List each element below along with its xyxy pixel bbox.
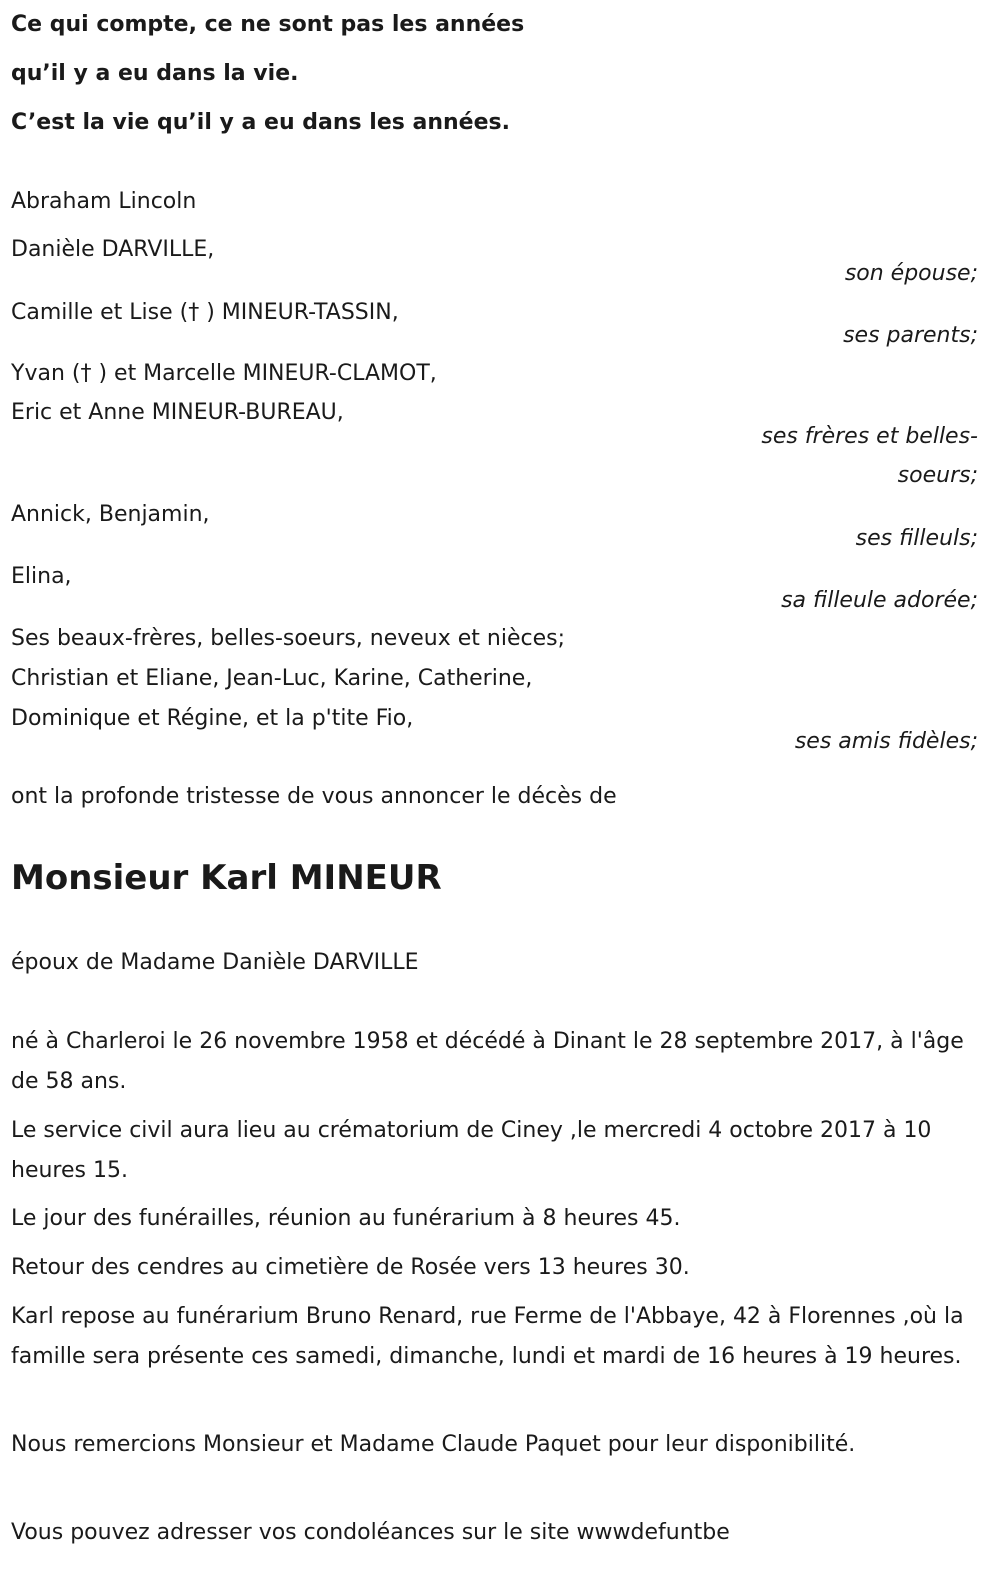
paragraph-thanks: Nous remercions Monsieur et Madame Claude Paquet pour leur disponibilité.	[11, 1432, 856, 1457]
family-relation: ses amis fidèles;	[794, 729, 978, 754]
paragraph-visitation: Karl repose au funérarium Bruno Renard, rue Ferme de l'Abbaye, 42 à Florennes ,où la famille sera présente ces samedi, dimanche, lundi et mardi de 16 heures à 19 heures.	[11, 1304, 964, 1369]
family-name: Danièle DARVILLE,	[11, 237, 215, 262]
family-name: Christian et Eliane, Jean-Luc, Karine, Catherine,	[11, 666, 533, 691]
quote-line: qu’il y a eu dans la vie.	[11, 61, 299, 86]
family-relation: soeurs;	[897, 463, 978, 488]
paragraph-birth-death: né à Charleroi le 26 novembre 1958 et décédé à Dinant le 28 septembre 2017, à l'âge de 58 ans.	[11, 1029, 964, 1094]
family-relation: ses parents;	[843, 323, 978, 348]
paragraph-ashes: Retour des cendres au cimetière de Rosée vers 13 heures 30.	[11, 1255, 690, 1280]
paragraph-service: Le service civil aura lieu au crématorium de Ciney ,le mercredi 4 octobre 2017 à 10 heures 15.	[11, 1118, 932, 1183]
family-name: Dominique et Régine, et la p'tite Fio,	[11, 706, 414, 731]
paragraph-condolences: Vous pouvez adresser vos condoléances sur le site wwwdefuntbe	[11, 1520, 730, 1545]
deceased-name: Monsieur Karl MINEUR	[11, 858, 442, 898]
family-name: Annick, Benjamin,	[11, 502, 210, 527]
family-name: Camille et Lise († ) MINEUR-TASSIN,	[11, 300, 399, 325]
spouse-line: époux de Madame Danièle DARVILLE	[11, 950, 419, 975]
quote-line: Ce qui compte, ce ne sont pas les années	[11, 12, 525, 37]
family-relation: ses filleuls;	[855, 526, 978, 551]
paragraph-meeting: Le jour des funérailles, réunion au funérarium à 8 heures 45.	[11, 1206, 681, 1231]
family-relation: son épouse;	[844, 261, 978, 286]
family-name: Yvan († ) et Marcelle MINEUR-CLAMOT,	[11, 361, 437, 386]
quote-author: Abraham Lincoln	[11, 189, 197, 214]
quote-line: C’est la vie qu’il y a eu dans les années.	[11, 110, 510, 135]
announcement: ont la profonde tristesse de vous annoncer le décès de	[11, 784, 617, 809]
family-relation: sa filleule adorée;	[781, 588, 978, 613]
family-name: Elina,	[11, 564, 72, 589]
family-name: Ses beaux-frères, belles-soeurs, neveux et nièces;	[11, 626, 566, 651]
family-name: Eric et Anne MINEUR-BUREAU,	[11, 400, 344, 425]
family-relation: ses frères et belles-	[761, 424, 978, 449]
